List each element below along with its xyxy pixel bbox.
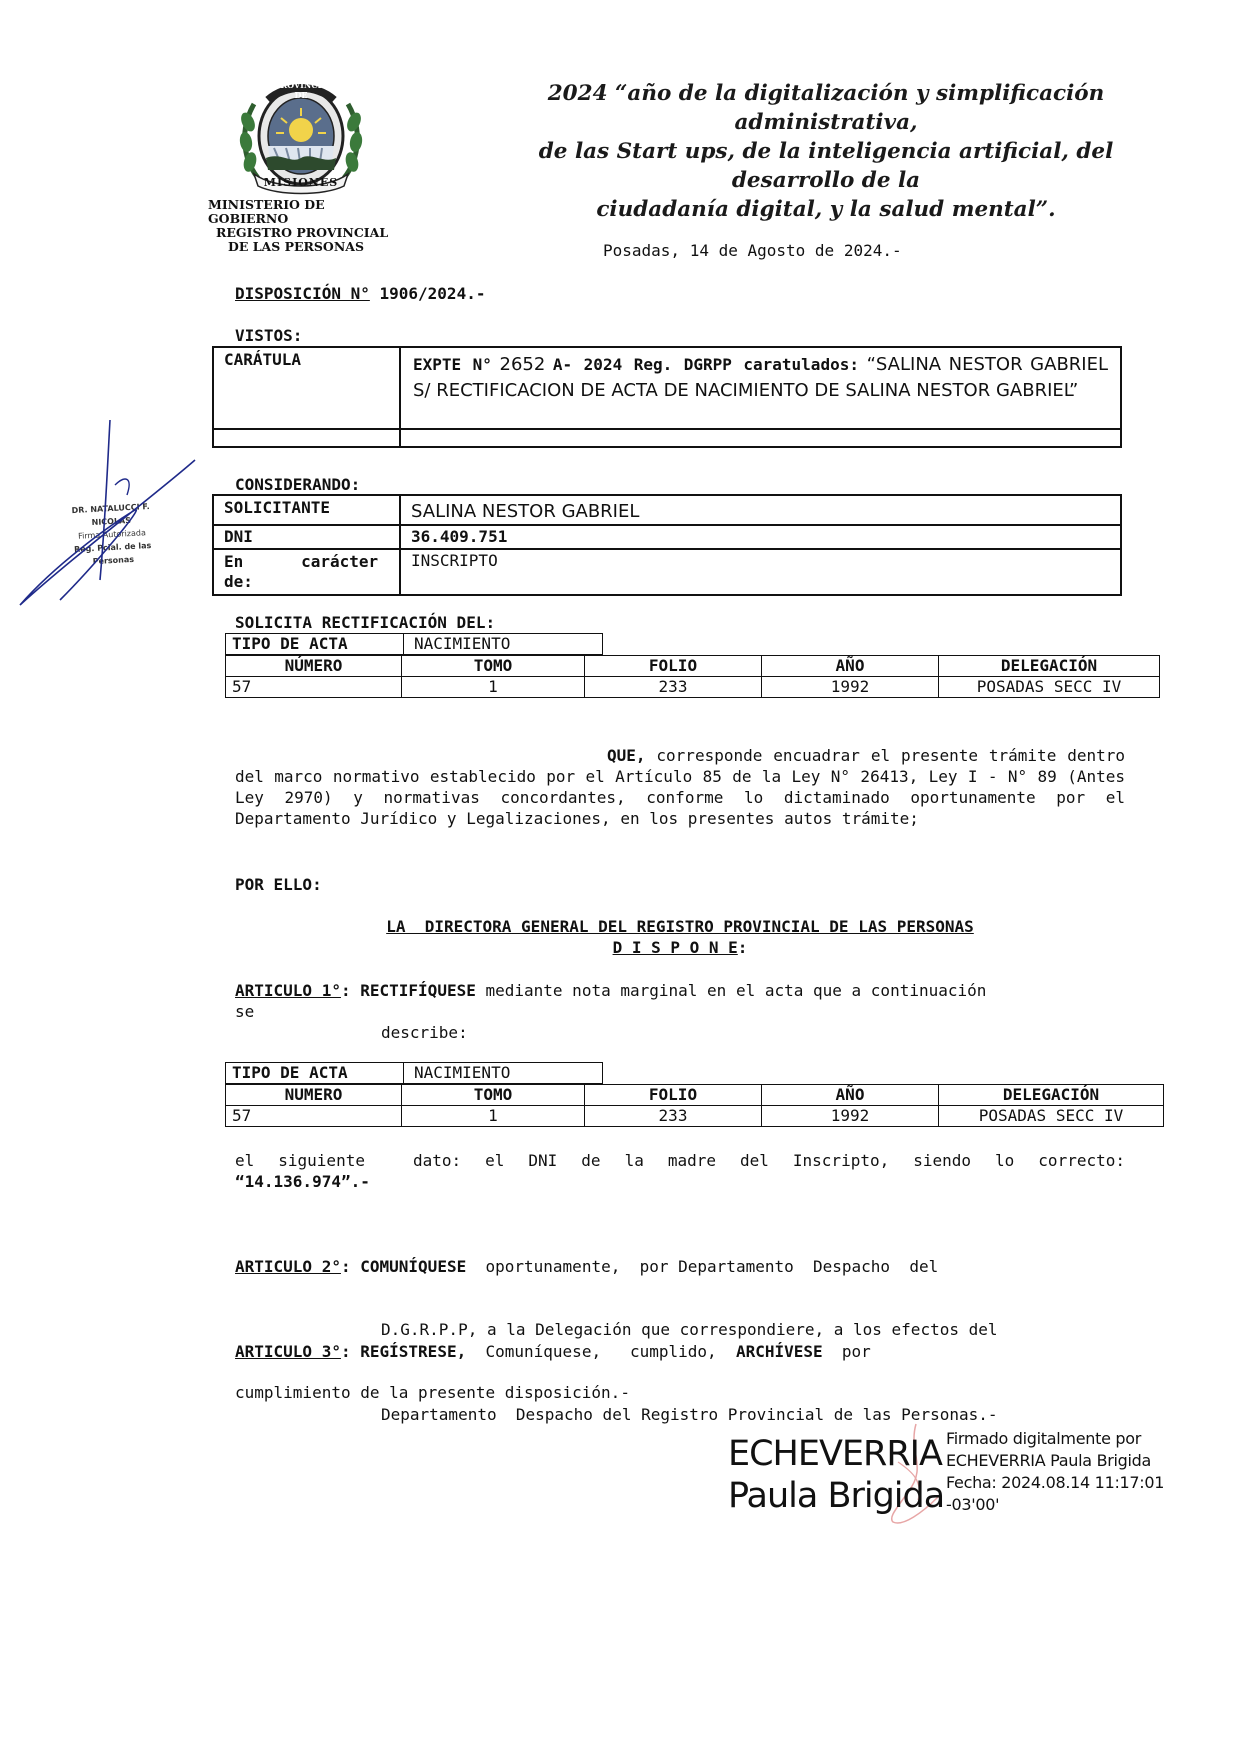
seal-top-text: PROVINCIA DE — [274, 80, 328, 100]
dispone-title: D I S P O N E — [612, 938, 738, 957]
province-seal — [236, 78, 366, 196]
art2-line3: cumplimiento de la presente disposición.- — [235, 1383, 630, 1402]
caratula-empty-left — [213, 429, 400, 447]
place-date: Posadas, 14 de Agosto de 2024.- — [603, 241, 902, 260]
dispone-colon: : — [737, 938, 748, 957]
acta2-row — [226, 1106, 1164, 1127]
acta2-header-delegacion: DELEGACIÓN — [939, 1085, 1164, 1106]
acta2-header-tomo: TOMO — [402, 1085, 585, 1106]
acta2-header-numero: NUMERO — [226, 1085, 402, 1106]
expte-number: 2652 — [499, 354, 546, 375]
art3-mid: Comuníquese, cumplido, — [466, 1342, 736, 1361]
art3-colon: : — [340, 1342, 351, 1361]
signature-info-line-1: Firmado digitalmente por — [946, 1429, 1142, 1448]
art2-line2: D.G.R.P.P, a la Delegación que correspondiere, a los efectos del — [381, 1320, 998, 1339]
acta2-table — [225, 1084, 1164, 1127]
solicita-tipo-table — [225, 633, 603, 655]
caracter-label — [213, 549, 400, 595]
solicitante-label: SOLICITANTE — [213, 495, 400, 525]
directora-title: LA DIRECTORA GENERAL DEL REGISTRO PROVINCIAL DE LAS PERSONAS — [386, 917, 974, 936]
signature-info-line-4: -03'00' — [946, 1495, 1000, 1514]
acta2-cell-folio: 233 — [585, 1106, 762, 1127]
ministry-line-2: REGISTRO PROVINCIAL — [216, 225, 389, 240]
art3-end: por — [822, 1342, 871, 1361]
motto-line-1: 2024 “año de la digitalización y simplificación administrativa, — [547, 81, 1105, 135]
digital-signature — [728, 1420, 1168, 1530]
caracter-label-2: de: — [224, 572, 253, 591]
cell-tomo: 1 — [402, 677, 585, 698]
dato-text: el siguiente dato: el DNI de la madre del Inscripto, siendo lo correcto: — [235, 1151, 1125, 1170]
ministry-line-1: MINISTERIO DE GOBIERNO — [208, 197, 325, 226]
handwritten-signature-icon — [15, 415, 205, 615]
que-lead: QUE, — [607, 746, 646, 765]
solicita-heading: SOLICITA RECTIFICACIÓN DEL: — [235, 613, 496, 632]
expte-label: EXPTE N° — [413, 355, 492, 374]
art1-label: ARTICULO 1° — [235, 981, 341, 1000]
art1-text: mediante nota marginal en el acta que a continuación — [485, 981, 987, 1000]
solicitante-table — [212, 494, 1122, 596]
acta2-cell-tomo: 1 — [402, 1106, 585, 1127]
caratula-empty-right — [400, 429, 1121, 447]
caratula-value — [400, 347, 1121, 429]
solicita-tipo-value: NACIMIENTO — [404, 634, 603, 655]
art3-line2: Departamento Despacho del Registro Provincial de las Personas.- — [381, 1405, 998, 1424]
solicita-acta-row — [226, 677, 1160, 698]
header-numero: NÚMERO — [226, 656, 402, 677]
ministry-name — [208, 198, 398, 254]
acta2-tipo-value: NACIMIENTO — [404, 1063, 603, 1084]
art1-line3: describe: — [381, 1023, 468, 1042]
ministry-line-3: DE LAS PERSONAS — [228, 239, 364, 254]
disposicion-label: DISPOSICIÓN N° — [235, 284, 370, 303]
art2-colon: : — [340, 1257, 351, 1276]
caratula-label: CARÁTULA — [213, 347, 400, 429]
stamp-line-3: Reg. Pcial. de las Personas — [73, 540, 152, 567]
signature-info — [946, 1428, 1164, 1516]
art2-verb: COMUNÍQUESE — [360, 1257, 467, 1276]
disposicion-title — [235, 284, 485, 303]
considerando-heading: CONSIDERANDO: — [235, 475, 361, 494]
solicita-acta-table — [225, 655, 1160, 698]
motto-line-3: ciudadanía digital, y la salud mental”. — [596, 197, 1056, 222]
solicita-tipo-label: TIPO DE ACTA — [226, 634, 404, 655]
por-ello: POR ELLO: — [235, 875, 322, 894]
caracter-label-1: En carácter — [224, 552, 379, 571]
solicita-acta-header — [226, 656, 1160, 677]
cell-numero: 57 — [226, 677, 402, 698]
year-motto — [496, 79, 1156, 224]
art3-verb2: ARCHÍVESE — [735, 1342, 823, 1361]
header-anio: AÑO — [762, 656, 939, 677]
cell-anio: 1992 — [762, 677, 939, 698]
cell-folio: 233 — [585, 677, 762, 698]
acta2-tipo-table — [225, 1062, 603, 1084]
directora-heading — [200, 916, 1160, 958]
acta2-cell-delegacion: POSADAS SECC IV — [939, 1106, 1164, 1127]
acta2-tipo-label: TIPO DE ACTA — [226, 1063, 404, 1084]
vistos-heading: VISTOS: — [235, 326, 303, 345]
header-folio: FOLIO — [585, 656, 762, 677]
caratula-table — [212, 346, 1122, 448]
acta2-header-anio: AÑO — [762, 1085, 939, 1106]
dni-label: DNI — [213, 525, 400, 549]
solicitante-value: SALINA NESTOR GABRIEL — [400, 495, 1121, 525]
acta2-header-folio: FOLIO — [585, 1085, 762, 1106]
acta2-cell-numero: 57 — [226, 1106, 402, 1127]
expte-detail: A- 2024 Reg. DGRPP caratulados: — [552, 355, 859, 374]
acta2-cell-anio: 1992 — [762, 1106, 939, 1127]
dato-value: “14.136.974”.- — [235, 1172, 370, 1191]
art3-verb: REGÍSTRESE, — [360, 1342, 467, 1361]
disposicion-number: 1906/2024.- — [379, 284, 486, 303]
caracter-value: INSCRIPTO — [400, 549, 1121, 595]
signer-name-line-1: ECHEVERRIA — [728, 1434, 942, 1474]
header-tomo: TOMO — [402, 656, 585, 677]
dato-paragraph — [235, 1150, 1125, 1192]
que-paragraph — [235, 745, 1125, 829]
signature-info-line-3: Fecha: 2024.08.14 11:17:01 — [946, 1473, 1165, 1492]
signature-info-line-2: ECHEVERRIA Paula Brigida — [946, 1451, 1152, 1470]
art2-label: ARTICULO 2° — [235, 1257, 341, 1276]
art1-colon: : — [340, 981, 351, 1000]
dni-value: 36.409.751 — [400, 525, 1121, 549]
signer-name-line-2: Paula Brigida — [728, 1476, 945, 1516]
expte-caratula: “SALINA NESTOR GABRIEL S/ RECTIFICACION DE ACTA DE NACIMIENTO DE SALINA NESTOR GABRIEL” — [413, 354, 1109, 401]
seal-bottom-text: MISIONES — [263, 176, 339, 189]
art2-line1: oportunamente, por Departamento Despacho del — [485, 1257, 939, 1276]
motto-line-2: de las Start ups, de la inteligencia artificial, del desarrollo de la — [538, 139, 1114, 193]
que-text: corresponde encuadrar el presente trámite dentro del marco normativo establecido por el Artículo 85 de la Ley N° 26413, Ley I - N° 89 (Antes Ley 2970) y normativas concordantes, conforme lo dictaminado oportunamente por el Departamento Jurídico y Legalizaciones, en los presentes autos trámite; — [235, 746, 1125, 828]
header-delegacion: DELEGACIÓN — [939, 656, 1160, 677]
art3-label: ARTICULO 3° — [235, 1342, 341, 1361]
stamp-line-1: DR. NATALUCCI F. NICOLAS — [71, 501, 150, 528]
stamp-line-2: Firma Autorizada — [77, 528, 147, 541]
acta2-header — [226, 1085, 1164, 1106]
articulo-1 — [235, 980, 1135, 1043]
art1-line2: se — [235, 1002, 255, 1021]
cell-delegacion: POSADAS SECC IV — [939, 677, 1160, 698]
art1-verb: RECTIFÍQUESE — [360, 981, 476, 1000]
